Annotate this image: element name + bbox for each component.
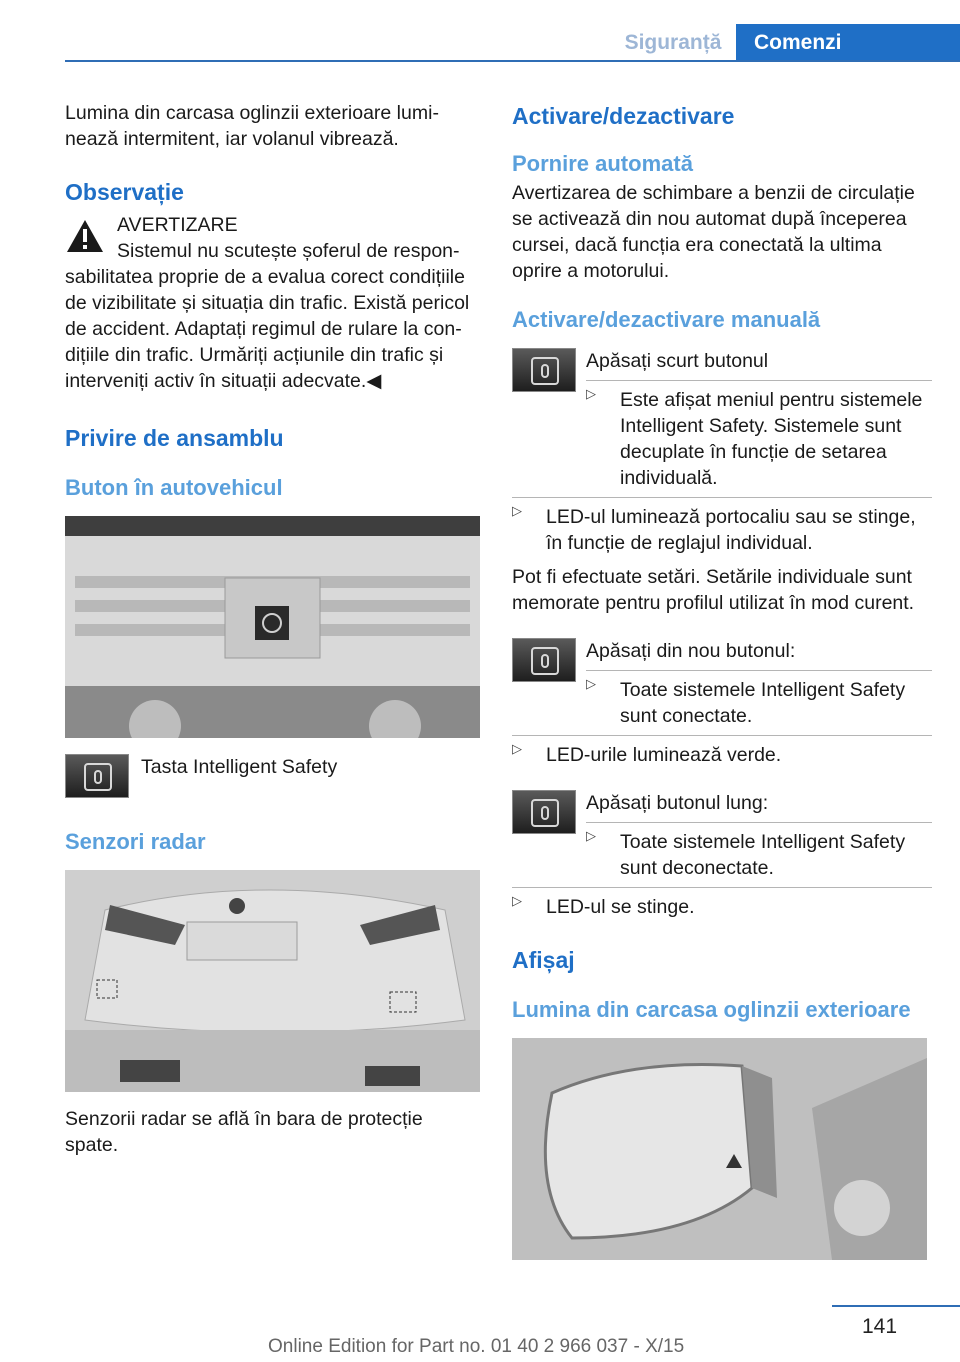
bullet-all-disconnected: ▷ Toate sistemele Intelligent Safety sunt deconectate.: [586, 822, 932, 881]
press-long-text: Apăsați butonul lung:: [586, 792, 769, 814]
edition-footer: Online Edition for Part no. 01 40 2 966 037 - X/15: [268, 1336, 685, 1357]
warning-block: [65, 212, 480, 238]
page-number: 141: [862, 1315, 898, 1338]
radar-sensors-photo: [65, 870, 480, 1092]
bullet-led-off: ▷ LED-ul se stinge.: [512, 887, 932, 920]
settings-text: Pot fi efectuate setări. Setările individuale sunt memorate pentru profilul utilizat în mod curent.: [512, 566, 915, 614]
header-rule: [65, 60, 960, 62]
warning-triangle-icon: [65, 218, 105, 254]
auto-start-text: Avertizarea de schimbare a benzii de circulație se activează din nou automat după începerea cursei, dacă funcția era conectată la ultima oprire a motorului.: [512, 182, 915, 282]
bullet-led-orange: ▷ LED-ul luminează portocaliu sau se stinge, în funcție de reglajul individual.: [512, 497, 932, 556]
safety-button-caption-row: [65, 754, 480, 798]
radar-sensors-heading: Senzori radar: [65, 829, 206, 854]
intelligent-safety-button-icon: [512, 790, 576, 834]
manual-heading: Activare/dezactivare manuală: [512, 307, 821, 332]
observation-heading: Observație: [65, 179, 184, 205]
overview-heading: Privire de ansamblu: [65, 425, 284, 451]
header-tab-safety[interactable]: Siguranță: [624, 30, 722, 54]
intelligent-safety-button-icon: [512, 638, 576, 682]
header-tab-controls[interactable]: Comenzi: [736, 24, 960, 61]
bullet-leds-green: ▷ LED-urile luminează verde.: [512, 735, 932, 768]
display-heading: Afișaj: [512, 947, 575, 973]
bullet-all-connected: ▷ Toate sistemele Intelligent Safety sunt conectate.: [586, 670, 932, 729]
page-rule: [832, 1305, 960, 1307]
right-column: [512, 100, 932, 1260]
left-column: [65, 100, 480, 1158]
mirror-light-heading: Lumina din carcasa oglinzii exterioare: [512, 997, 911, 1022]
intelligent-safety-button-icon: [65, 754, 129, 798]
press-long-row: [512, 790, 932, 881]
button-in-vehicle-heading: Buton în autovehicul: [65, 475, 283, 500]
mirror-light-photo: [512, 1038, 927, 1260]
bullet-menu-shown: ▷ Este afișat meniul pentru sistemele Intelligent Safety. Sistemele sunt decuplate în funcție de setarea individuală.: [586, 380, 932, 491]
press-again-text: Apăsați din nou butonul:: [586, 640, 796, 662]
activation-heading: Activare/dezactivare: [512, 103, 735, 129]
warning-text: Sistemul nu scutește șoferul de responsabilitatea proprie de a evalua corect condițiile de vizibilitate și situația din trafic. Există pericol de accident. Adaptați regimul de rulare la condițiile din trafic. Urmăriți acțiunile din trafic și interveniți activ în situații adecvate.◀: [65, 240, 470, 392]
radar-sensors-text: Senzorii radar se află în bara de protecție spate.: [65, 1108, 423, 1156]
safety-button-caption: Tasta Intelligent Safety: [141, 756, 338, 778]
warning-label: AVERTIZARE: [117, 214, 238, 236]
dashboard-button-photo: [65, 516, 480, 738]
press-short-row: [512, 348, 932, 491]
intelligent-safety-button-icon: [512, 348, 576, 392]
auto-start-heading: Pornire automată: [512, 151, 693, 176]
press-short-text: Apăsați scurt butonul: [586, 350, 769, 372]
press-again-row: [512, 638, 932, 729]
intro-text: Lumina din carcasa oglinzii exterioare luminează intermitent, iar volanul vibrează.: [65, 102, 439, 150]
